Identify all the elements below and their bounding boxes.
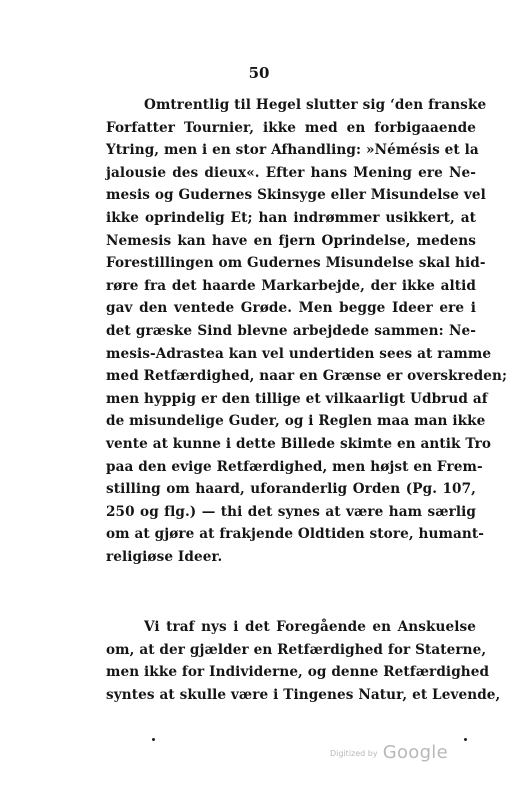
text-line: men ikke for Individerne, og denne Retfærdighed [106, 664, 490, 681]
print-speck [152, 738, 155, 741]
text-line: Nemesis kan have en fjern Oprindelse, medens [106, 232, 476, 249]
digitized-by-google-watermark [330, 742, 448, 763]
print-speck [464, 738, 467, 741]
text-line: om at gjøre at frakjende Oldtiden store, humant- [106, 526, 484, 543]
text-line: Forestillingen om Gudernes Misundelse skal hid- [106, 255, 486, 272]
text-line: det græske Sind blevne arbejdede sammen: Ne- [106, 322, 476, 339]
text-line: paa den evige Retfærdighed, men højst en Frem- [106, 458, 483, 475]
watermark-prefix: Digitized by [330, 749, 378, 758]
text-line: om, at der gjælder en Retfærdighed for Staterne, [106, 641, 487, 658]
text-line: syntes at skulle være i Tingenes Natur, et Levende, [106, 686, 501, 703]
text-line: Forfatter Tournier, ikke med en forbigaaende [106, 119, 476, 136]
page-number: 50 [248, 64, 270, 82]
text-line: røre fra det haarde Markarbejde, der ikke altid [106, 277, 476, 294]
text-line: stilling om haard, uforanderlig Orden (Pg. 107, [106, 481, 476, 498]
text-line: ikke oprindelig Et; han indrømmer usikkert, at [106, 209, 476, 226]
text-line: med Retfærdighed, naar en Grænse er overskreden; [106, 368, 508, 385]
text-line: 250 og flg.) — thi det synes at være ham særlig [106, 503, 476, 520]
watermark-brand: Google [382, 742, 448, 763]
paragraph-2 [106, 616, 501, 706]
paragraph-1 [106, 94, 508, 568]
text-line: Vi traf nys i det Foregående en Anskuelse [144, 619, 476, 635]
text-line: mesis-Adrastea kan vel undertiden sees at ramme [106, 345, 492, 362]
text-line: men hyppig er den tillige et vilkaarligt Udbrud af [106, 390, 488, 407]
text-line: religiøse Ideer. [106, 548, 223, 565]
text-line: jalousie des dieux«. Efter hans Mening ere Ne- [106, 164, 476, 181]
text-line: mesis og Gudernes Skinsyge eller Misundelse vel [106, 187, 486, 204]
text-line: vente at kunne i dette Billede skimte en antik Tro [106, 435, 492, 452]
text-line: de misundelige Guder, og i Reglen maa man ikke [106, 413, 486, 430]
text-line: gav den ventede Grøde. Men begge Ideer ere i [106, 300, 476, 317]
text-line: Omtrentlig til Hegel slutter sig ‘den franske [144, 97, 487, 113]
text-line: Ytring, men i en stor Afhandling: »Némésis et la [106, 142, 479, 159]
